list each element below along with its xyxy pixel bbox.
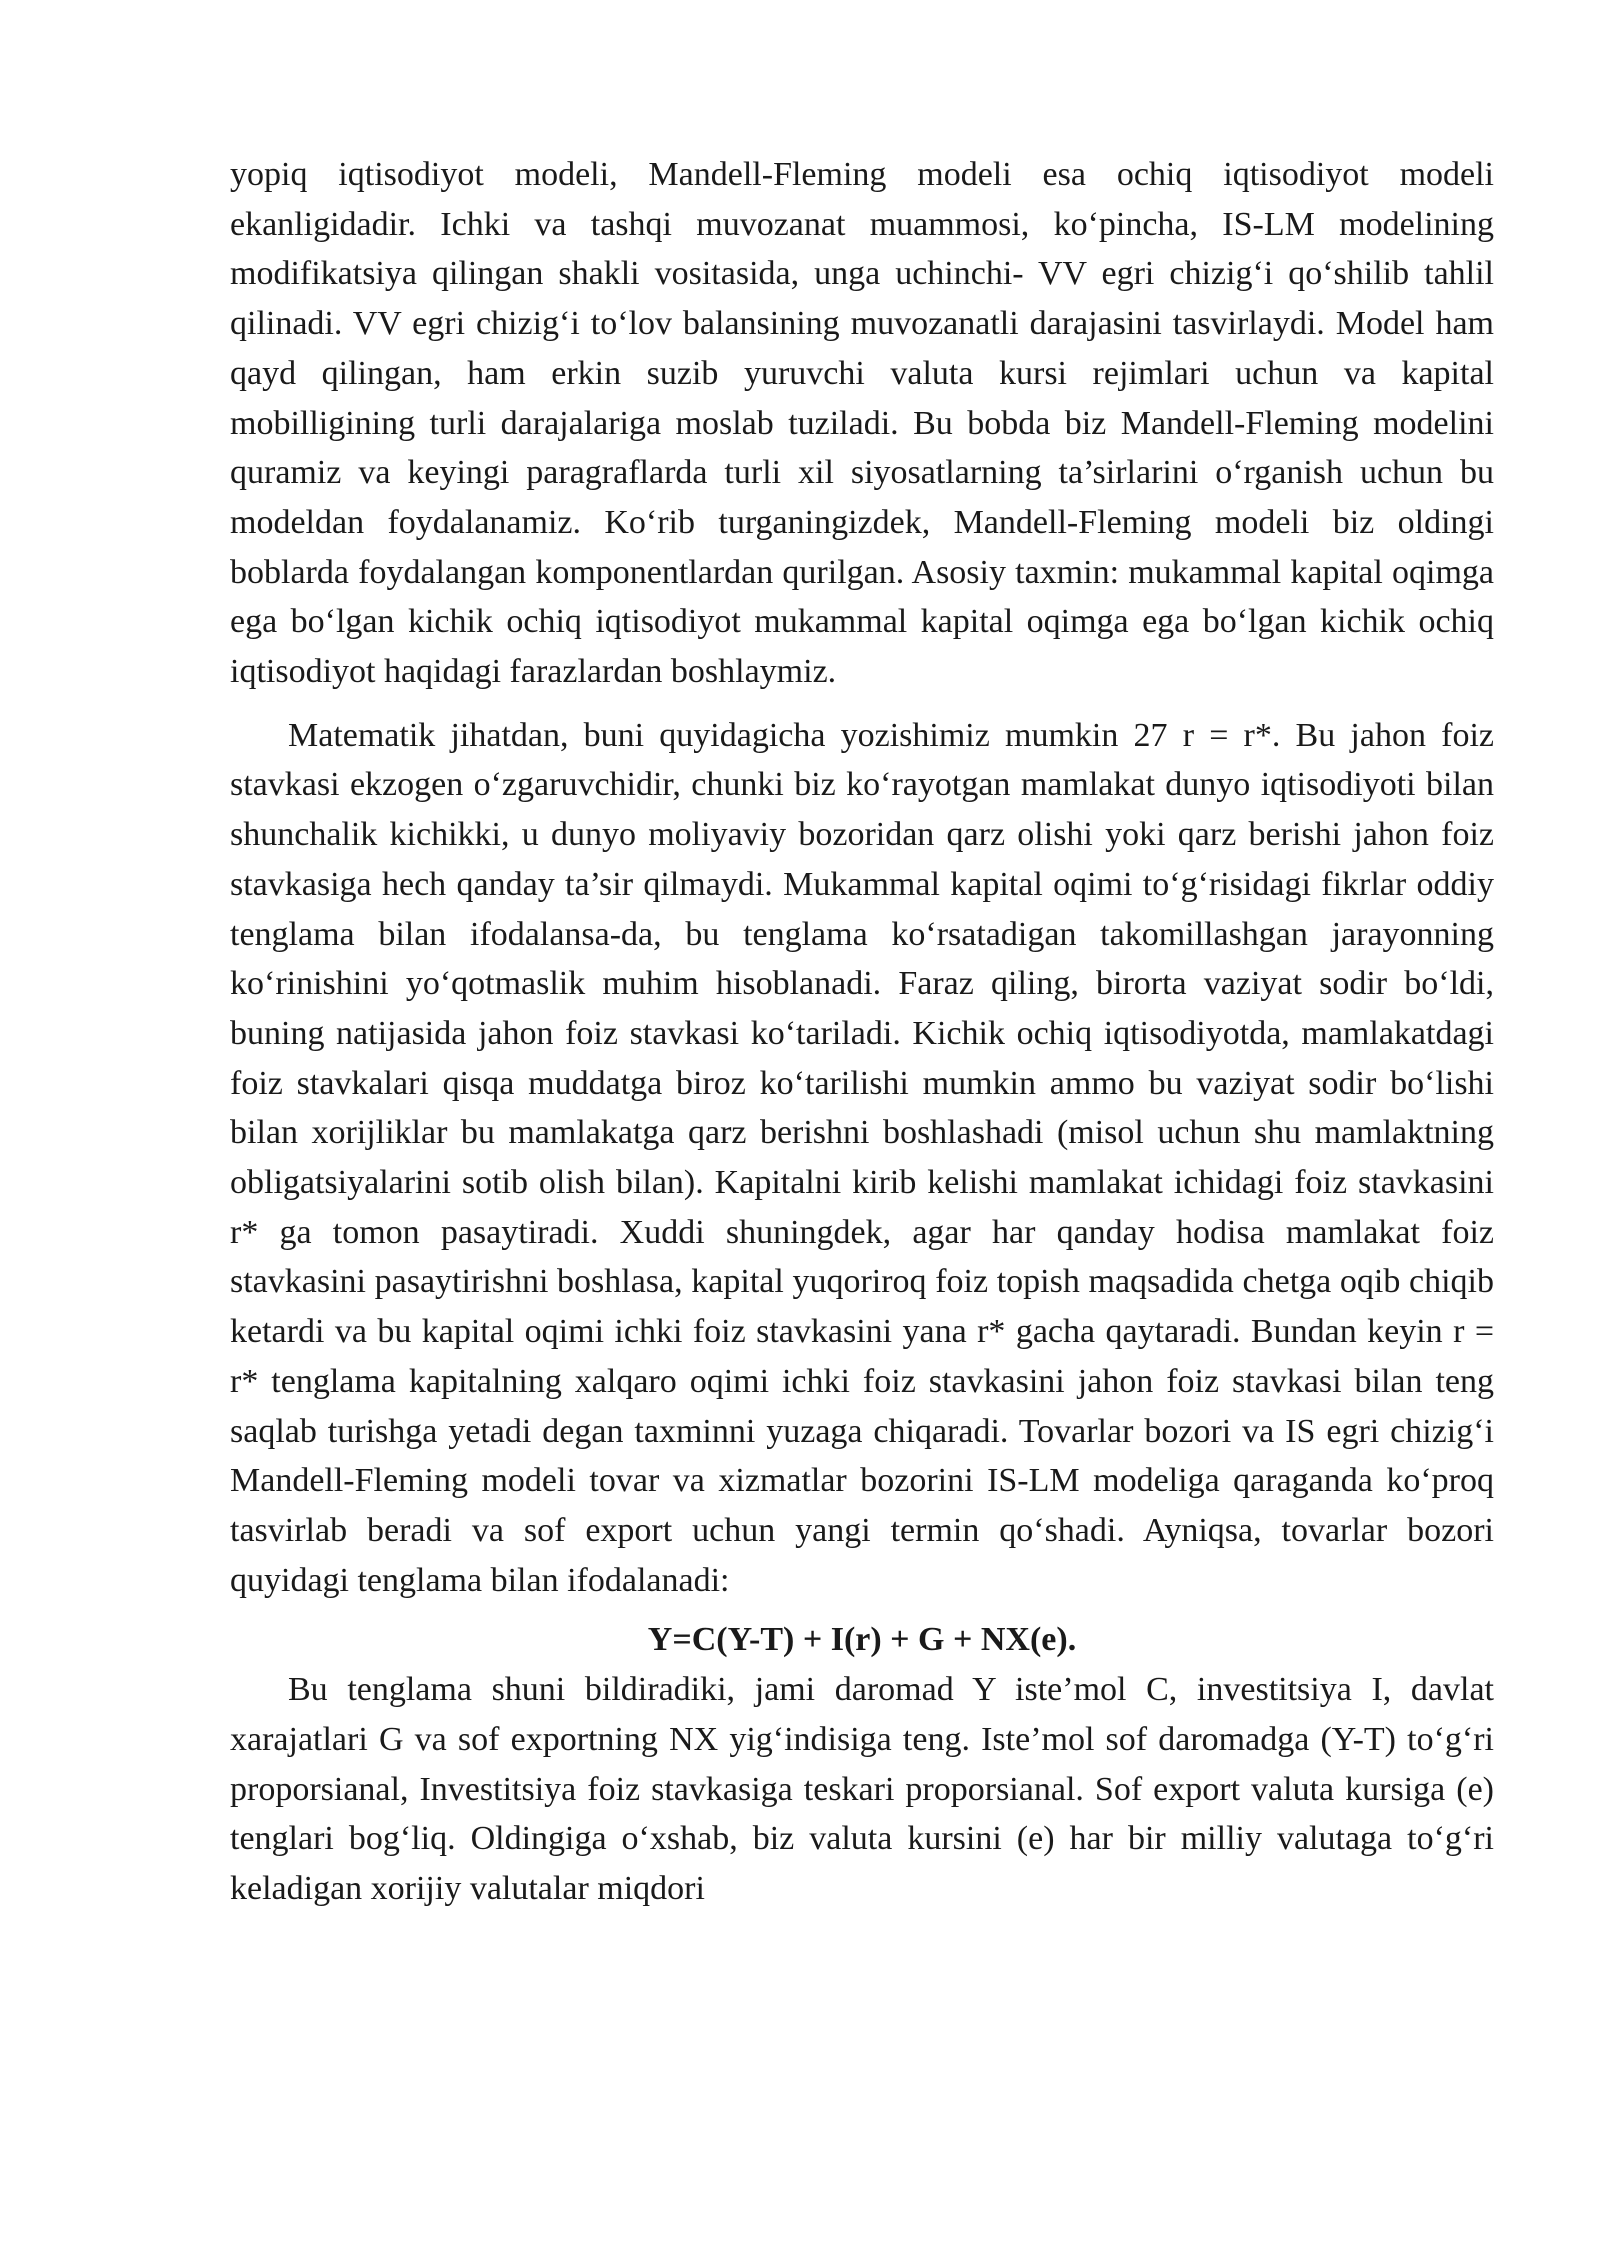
paragraph-model-comparison: yopiq iqtisodiyot modeli, Mandell-Fleming modeli esa ochiq iqtisodiyot modeli ekanligidadir. Ichki va tashqi muvozanat muammosi, ko‘pincha, IS-LM modelining modifikatsiya qilingan shakli vositasida, unga uchinchi- VV egri chizig‘i qo‘shilib tahlil qilinadi. VV egri chizig‘i to‘lov balansining muvozanatli darajasini tasvirlaydi. Model ham qayd qilingan, ham erkin suzib yuruvchi valuta kursi rejimlari uchun va kapital mobilligining turli darajalariga moslab tuziladi. Bu bobda biz Mandell-Fleming modelini quramiz va keyingi paragraflarda turli xil siyosatlarning ta’sirlarini o‘rganish uchun bu modeldan foydalanamiz. Ko‘rib turganingizdek, Mandell-Fleming modeli biz oldingi boblarda foydalangan komponentlardan qurilgan. Asosiy taxmin: mukammal kapital oqimga ega bo‘lgan kichik ochiq iqtisodiyot mukammal kapital oqimga ega bo‘lgan kichik ochiq iqtisodiyot haqidagi farazlardan boshlaymiz. bbox=[230, 156, 1494, 691]
document-page bbox=[230, 150, 1494, 1914]
paragraph-capital-flow: Matematik jihatdan, buni quyidagicha yozishimiz mumkin 27 r = r*. Bu jahon foiz stavkasi ekzogen o‘zgaruvchidir, chunki biz ko‘rayotgan mamlakat dunyo iqtisodiyoti bilan shunchalik kichikki, u dunyo moliyaviy bozoridan qarz olishi yoki qarz berishi jahon foiz stavkasiga hech qanday ta’sir qilmaydi. Mukammal kapital oqimi to‘g‘risidagi fikrlar oddiy tenglama bilan ifodalansa-da, bu tenglama ko‘rsatadigan takomillashgan jarayonning ko‘rinishini yo‘qotmaslik muhim hisoblanadi. Faraz qiling, birorta vaziyat sodir bo‘ldi, buning natijasida jahon foiz stavkasi ko‘tariladi. Kichik ochiq iqtisodiyotda, mamlakatdagi foiz stavkalari qisqa muddatga biroz ko‘tarilishi mumkin ammo bu vaziyat sodir bo‘lishi bilan xorijliklar bu mamlakatga qarz berishni boshlashadi (misol uchun shu mamlaktning obligatsiyalarini sotib olish bilan). Kapitalni kirib kelishi mamlakat ichidagi foiz stavkasini r* ga tomon pasaytiradi. Xuddi shuningdek, agar har qanday hodisa mamlakat foiz stavkasini pasaytirishni boshlasa, kapital yuqoriroq foiz topish maqsadida chetga oqib chiqib ketardi va bu kapital oqimi ichki foiz stavkasini yana r* gacha qaytaradi. Bundan keyin r = r* tenglama kapitalning xalqaro oqimi ichki foiz stavkasini jahon foiz stavkasi bilan teng saqlab turishga yetadi degan taxminni yuzaga chiqaradi. Tovarlar bozori va IS egri chizig‘i Mandell-Fleming modeli tovar va xizmatlar bozorini IS-LM modeliga qaraganda ko‘proq tasvirlab beradi va sof export uchun yangi termin qo‘shadi. Ayniqsa, tovarlar bozori quyidagi tenglama bilan ifodalanadi: bbox=[230, 716, 1494, 1599]
equation-goods-market: Y=C(Y-T) + I(r) + G + NX(e). bbox=[647, 1621, 1077, 1659]
paragraph-equation-explanation: Bu tenglama shuni bildiradiki, jami daromad Y iste’mol C, investitsiya I, davlat xarajatlari G va sof exportning NX yig‘indisiga teng. Iste’mol sof daromadga (Y-T) to‘g‘ri proporsianal, Investitsiya foiz stavkasiga teskari proporsianal. Sof export valuta kursiga (e) tenglari bog‘liq. Oldingiga o‘xshab, biz valuta kursini (e) har bir milliy valutaga to‘g‘ri keladigan xorijiy valutalar miqdori bbox=[230, 1671, 1494, 1907]
